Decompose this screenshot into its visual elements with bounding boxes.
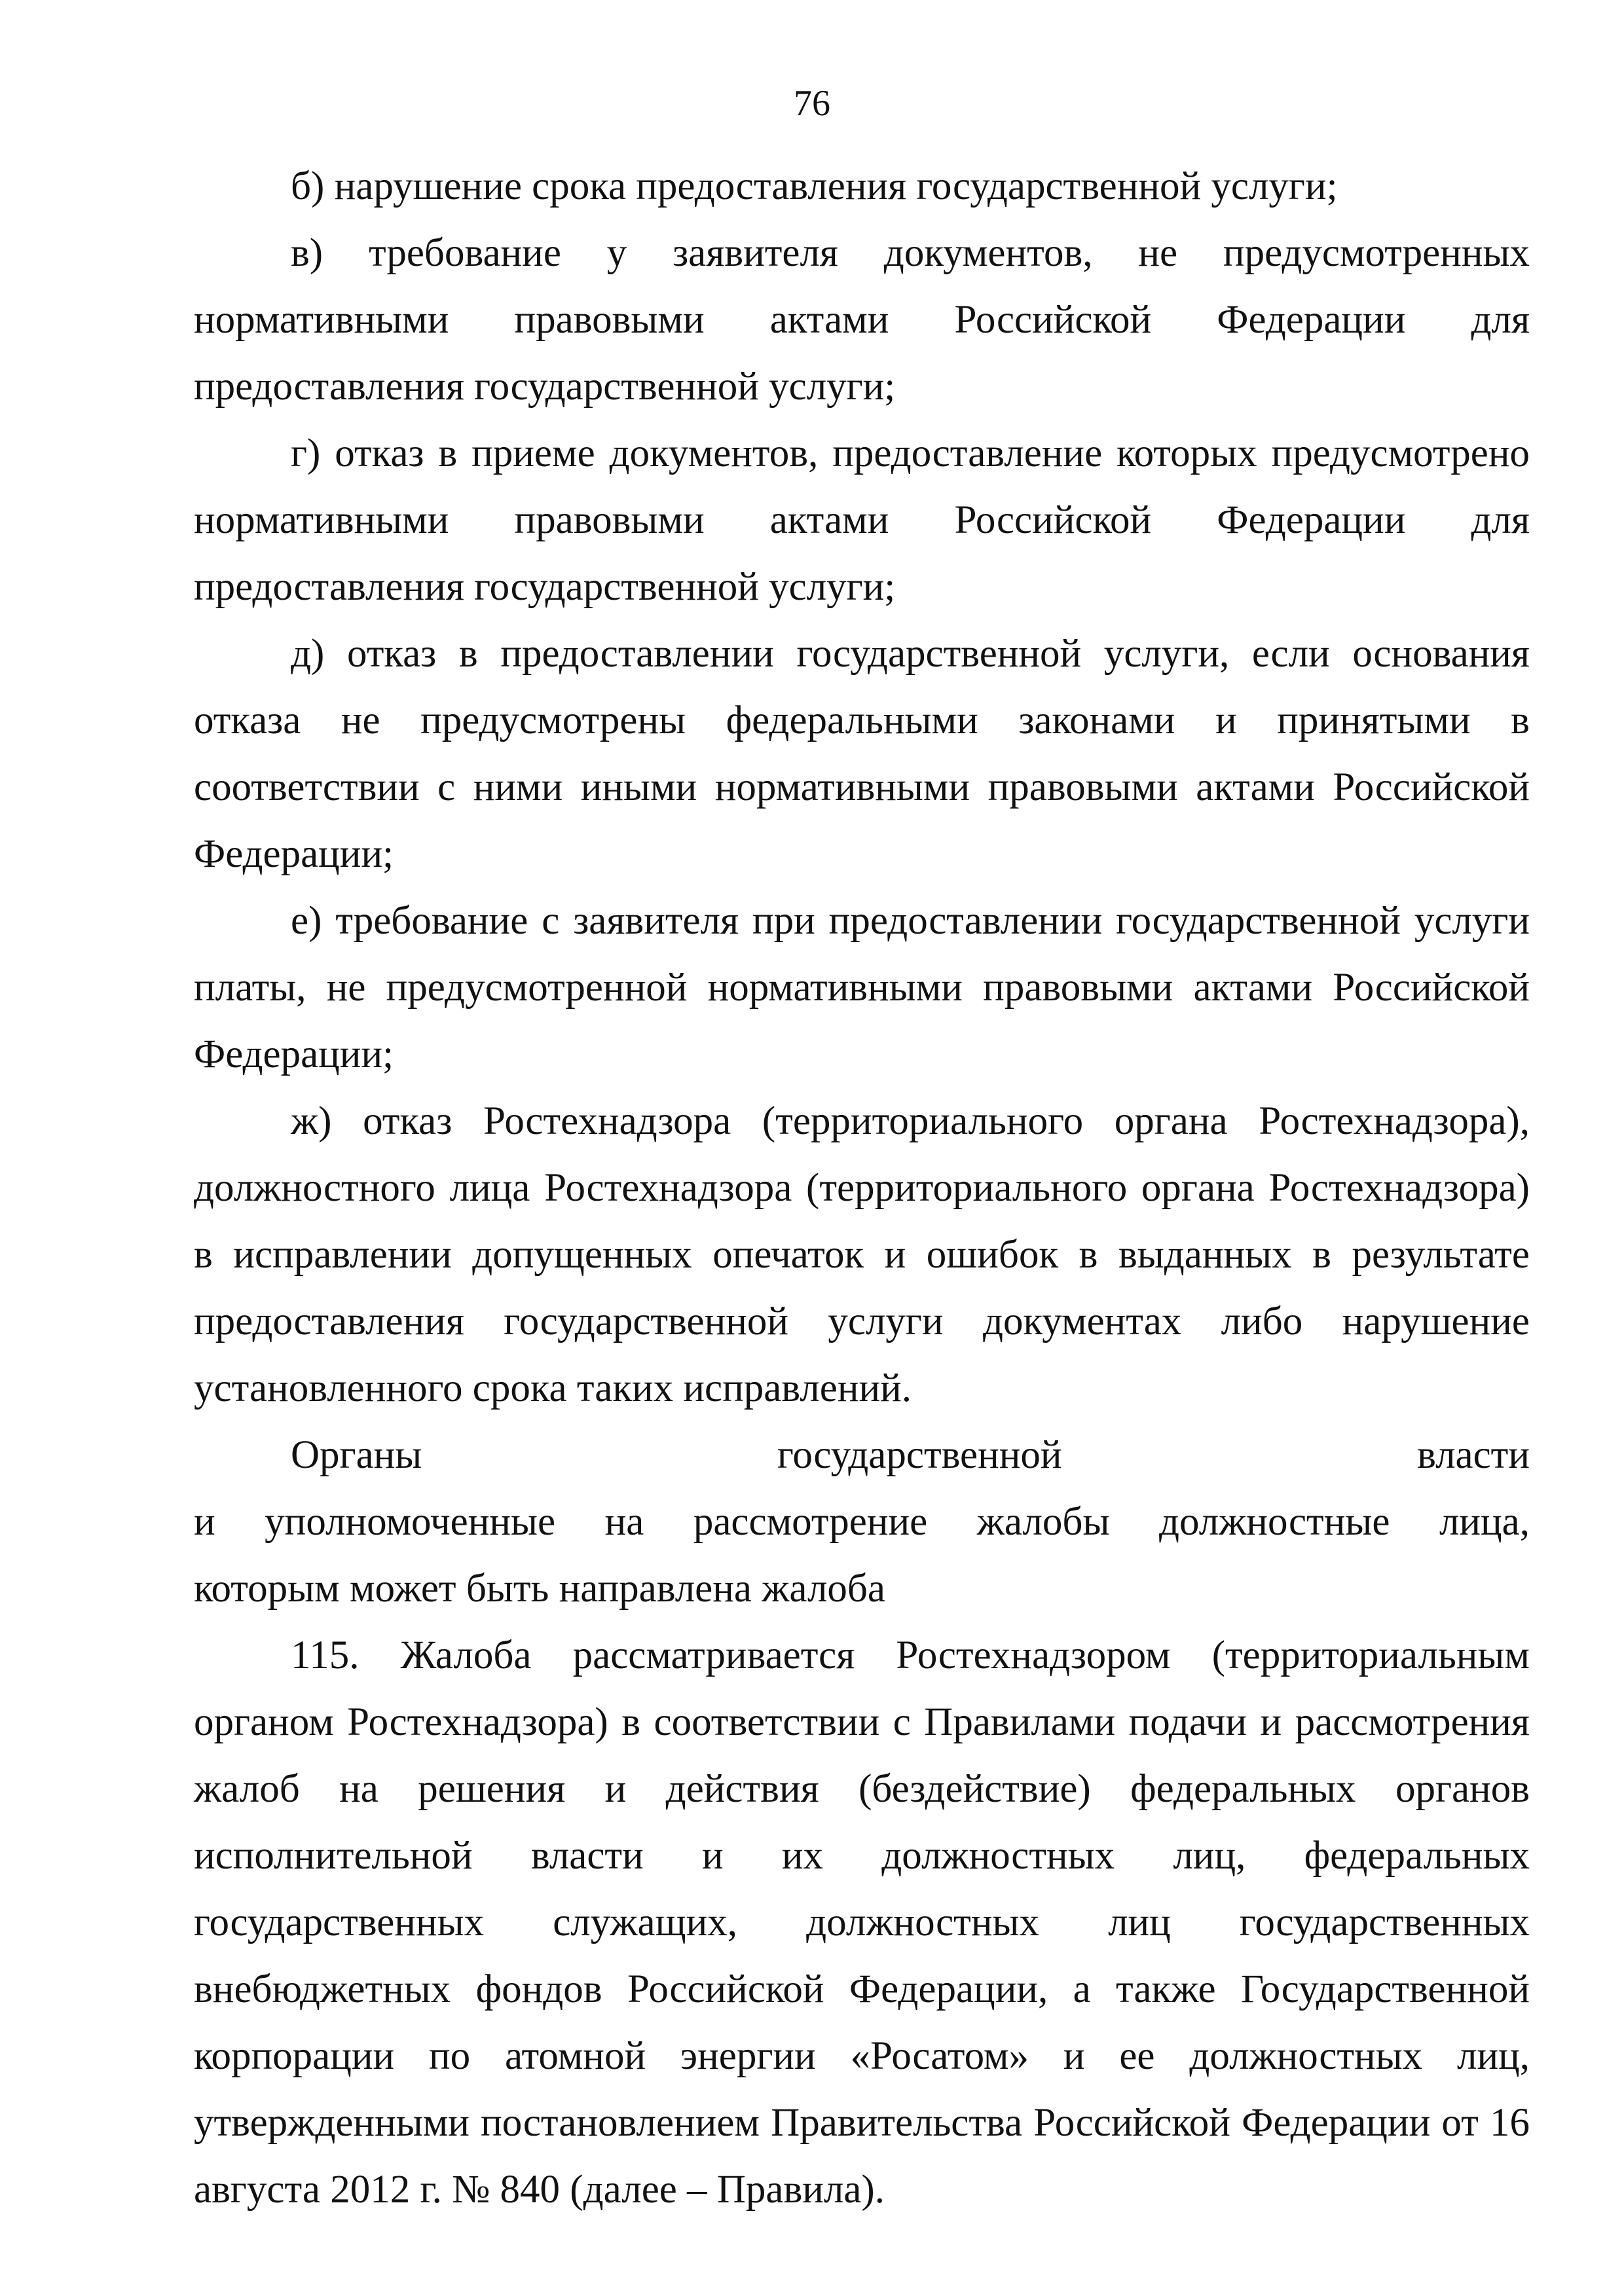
paragraph-zh: ж) отказ Ростехнадзора (территориального органа Ростехнадзора), должностного лица Ростехнадзора (территориального органа Ростехнадзора) в исправлении допущенных опечаток и ошибок в выданных в результате предоставления государственной услуги документах либо нарушение установленного срока таких исправлений. bbox=[194, 1099, 1530, 1410]
paragraph-d: д) отказ в предоставлении государственной услуги, если основания отказа не предусмотрены федеральными законами и принятыми в соответствии с ними иными нормативными правовыми актами Российской Федерации; bbox=[194, 632, 1530, 876]
section-heading-line-2: и уполномоченные на рассмотрение жалобы должностные лица, bbox=[194, 1500, 1530, 1544]
section-heading-line-1: Органы государственной власти bbox=[291, 1433, 1530, 1477]
paragraph-v: в) требование у заявителя документов, не предусмотренных нормативными правовыми актами Российской Федерации для предоставления государственной услуги; bbox=[194, 231, 1530, 409]
document-body bbox=[194, 153, 1530, 2223]
paragraph-e: е) требование с заявителя при предоставлении государственной услуги платы, не предусмотренной нормативными правовыми актами Российской Федерации; bbox=[194, 899, 1530, 1076]
page-number: 76 bbox=[794, 83, 830, 124]
paragraph-115: 115. Жалоба рассматривается Ростехнадзором (территориальным органом Ростехнадзора) в соответствии с Правилами подачи и рассмотрения жалоб на решения и действия (бездействие) федеральных органов исполнительной власти и их должностных лиц, федеральных государственных служащих, должностных лиц государственных внебюджетных фондов Российской Федерации, а также Государственной корпорации по атомной энергии «Росатом» и ее должностных лиц, утвержденными постановлением Правительства Российской Федерации от 16 августа 2012 г. № 840 (далее – Правила). bbox=[194, 1633, 1530, 2212]
section-heading-line-3: которым может быть направлена жалоба bbox=[194, 1567, 886, 1611]
paragraph-b: б) нарушение срока предоставления государственной услуги; bbox=[291, 164, 1338, 208]
paragraph-g: г) отказ в приеме документов, предоставление которых предусмотрено нормативными правовыми актами Российской Федерации для предоставления государственной услуги; bbox=[194, 431, 1530, 609]
section-heading bbox=[194, 1422, 1530, 1622]
